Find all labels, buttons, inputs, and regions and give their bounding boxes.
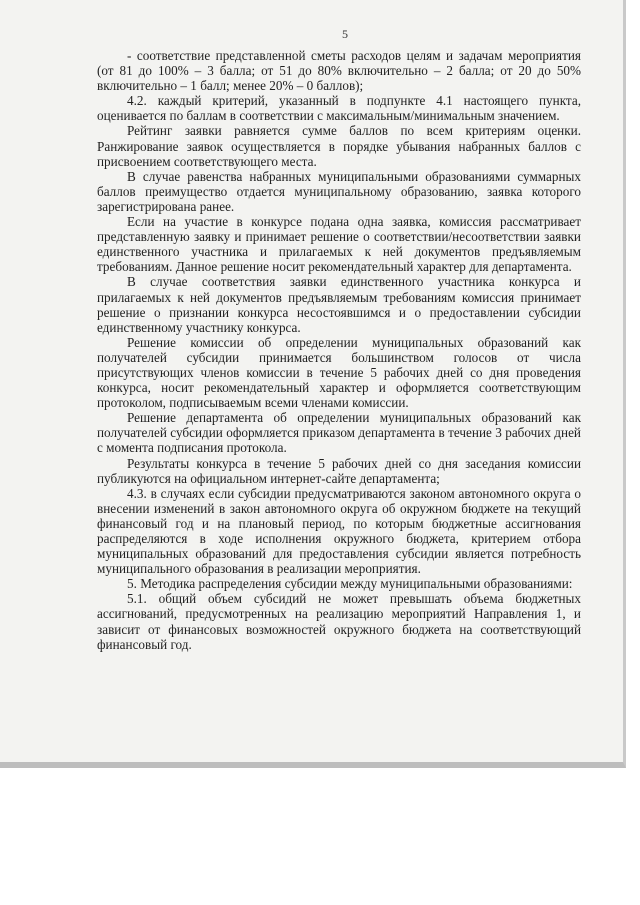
paragraph-single-application: Если на участие в конкурсе подана одна заявка, комиссия рассматривает представленную заявку и принимает решение о соответствии/несоответствии заявки единственного участника и прилагаемых к ней документов предъявляемым требованиям. Данное решение носит рекомендательный характер для департамента. bbox=[97, 214, 581, 275]
document-body bbox=[97, 48, 581, 652]
paragraph-department-decision: Решение департамента об определении муниципальных образований как получателей субсидии оформляется приказом департамента в течение 3 рабочих дней с момента подписания протокола. bbox=[97, 410, 581, 456]
paragraph-commission-decision: Решение комиссии об определении муниципальных образований как получателей субсидии принимается большинством голосов от числа присутствующих членов комиссии в течение 5 рабочих дней со дня проведения конкурса, носит рекомендательный характер и оформляется соответствующим протоколом, подписываемым всеми членами комиссии. bbox=[97, 334, 581, 411]
paragraph-equal-scores: В случае равенства набранных муниципальными образованиями суммарных баллов преимущество отдается муниципальному образованию, заявка которого зарегистрирована ранее. bbox=[97, 168, 581, 214]
paragraph-5-methodology: 5. Методика распределения субсидии между муниципальными образованиями: bbox=[127, 576, 573, 592]
paragraph-rating: Рейтинг заявки равняется сумме баллов по всем критериям оценки. Ранжирование заявок осуществляется в порядке убывания набранных баллов с присвоением соответствующего места. bbox=[97, 123, 581, 169]
paragraph-4-3: 4.3. в случаях если субсидии предусматриваются законом автономного округа о внесении изменений в закон автономного округа об окружном бюджете на текущий финансовый год и на плановый период, по которым бюджетные ассигнования распределяются в ходе исполнения окружного бюджета, критерием отбора муниципальных образований для предоставления субсидии является потребность муниципального образования в реализации мероприятия. bbox=[97, 485, 581, 577]
paragraph-5-1: 5.1. общий объем субсидий не может превышать объема бюджетных ассигнований, предусмотренных на реализацию мероприятий Направления 1, и зависит от финансовых возможностей окружного бюджета на соответствующий финансовый год. bbox=[97, 591, 581, 652]
paragraph-4-2: 4.2. каждый критерий, указанный в подпункте 4.1 настоящего пункта, оценивается по баллам в соответствии с максимальным/минимальным значением. bbox=[97, 93, 581, 124]
paragraph-single-participant: В случае соответствия заявки единственного участника конкурса и прилагаемых к ней документов предъявляемым требованиям комиссия принимает решение о признании конкурса несостоявшимся и о предоставлении субсидии единственному участнику конкурса. bbox=[97, 274, 581, 335]
paragraph-results-publication: Результаты конкурса в течение 5 рабочих дней со дня заседания комиссии публикуются на официальном интернет-сайте департамента; bbox=[97, 455, 581, 486]
paragraph-criterion-estimate: - соответствие представленной сметы расходов целям и задачам мероприятия (от 81 до 100% – 3 балла; от 51 до 80% включительно – 2 балла; от 20 до 50% включительно – 1 балл; менее 20% – 0 баллов); bbox=[97, 48, 581, 94]
page-number: 5 bbox=[342, 27, 348, 41]
